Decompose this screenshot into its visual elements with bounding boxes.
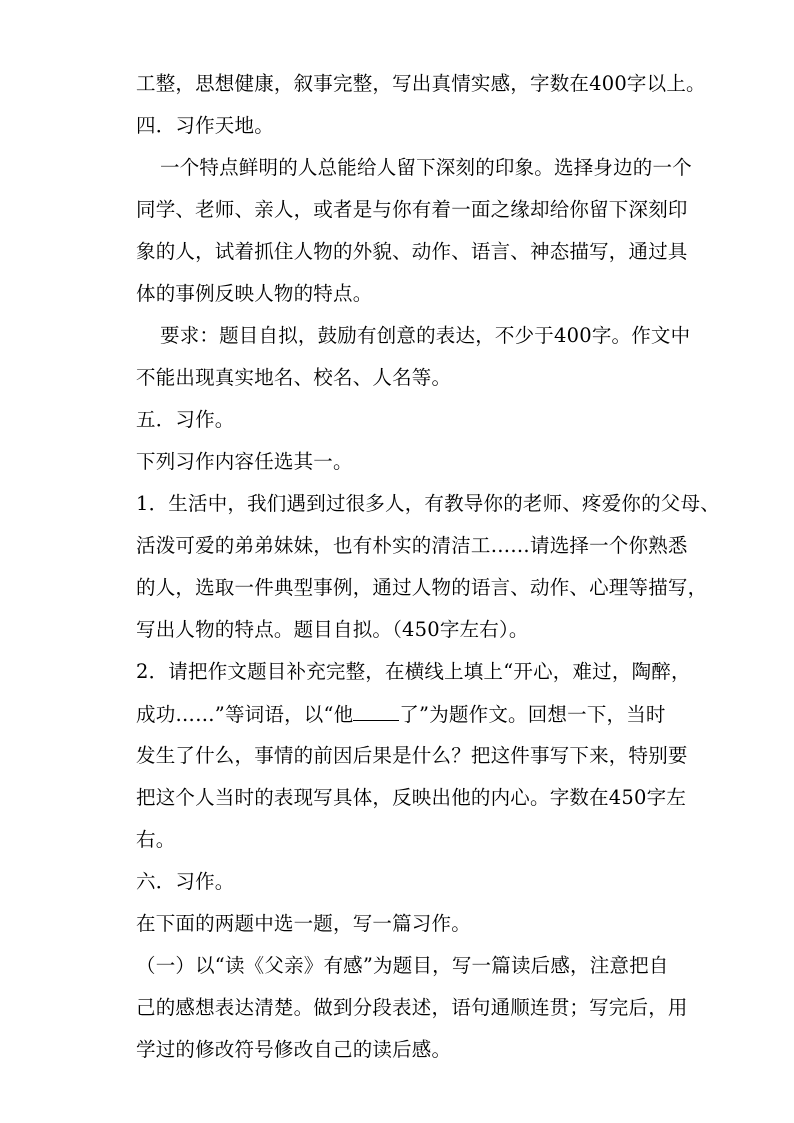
text-line-4: 同学、老师、亲人，或者是与你有着一面之缘却给你留下深刻印 <box>136 198 688 221</box>
text-line-12: 活泼可爱的弟弟妹妹，也有朴实的清洁工……请选择一个你熟悉 <box>136 534 688 557</box>
section-heading-5: 五．习作。 <box>136 408 235 431</box>
text-line-14: 写出人物的特点。题目自拟。（450字左右）。 <box>136 618 529 641</box>
text-line-16-start: 成功……”等词语，以“他 <box>136 703 354 726</box>
text-line-17: 发生了什么，事情的前因后果是什么？把这件事写下来，特别要 <box>136 744 688 767</box>
text-line-24: 学过的修改符号修改自己的读后感。 <box>136 1038 452 1061</box>
text-line-11: 1．生活中，我们遇到过很多人，有教导你的老师、疼爱你的父母、 <box>136 492 720 515</box>
text-line-15: 2．请把作文题目补充完整，在横线上填上“开心，难过，陶醉， <box>136 660 691 683</box>
text-line-16-end: 了”为题作文。回想一下，当时 <box>399 703 666 726</box>
text-line-23: 己的感想表达清楚。做到分段表述，语句通顺连贯；写完后，用 <box>136 996 688 1019</box>
text-line-16 <box>136 702 666 727</box>
text-line-3: 一个特点鲜明的人总能给人留下深刻的印象。选择身边的一个 <box>160 156 692 179</box>
text-line-21: 在下面的两题中选一题，写一篇习作。 <box>136 912 471 935</box>
text-line-5: 象的人，试着抓住人物的外貌、动作、语言、神态描写，通过具 <box>136 240 688 263</box>
fill-in-blank <box>353 702 399 721</box>
section-heading-4: 四．习作天地。 <box>136 114 274 137</box>
text-line-7: 要求：题目自拟，鼓励有创意的表达，不少于400字。作文中 <box>160 324 691 347</box>
text-line-13: 的人，选取一件典型事例，通过人物的语言、动作、心理等描写， <box>136 576 708 599</box>
text-line-8: 不能出现真实地名、校名、人名等。 <box>136 366 452 389</box>
text-line-18: 把这个人当时的表现写具体，反映出他的内心。字数在450字左 <box>136 786 687 809</box>
text-line-19: 右。 <box>136 828 176 851</box>
text-line-6: 体的事例反映人物的特点。 <box>136 282 373 305</box>
text-line-22: （一）以“读《父亲》有感”为题目，写一篇读后感，注意把自 <box>136 954 669 977</box>
text-line-1: 工整，思想健康，叙事完整，写出真情实感，字数在400字以上。 <box>136 72 706 95</box>
section-heading-6: 六．习作。 <box>136 870 235 893</box>
text-line-10: 下列习作内容任选其一。 <box>136 450 353 473</box>
